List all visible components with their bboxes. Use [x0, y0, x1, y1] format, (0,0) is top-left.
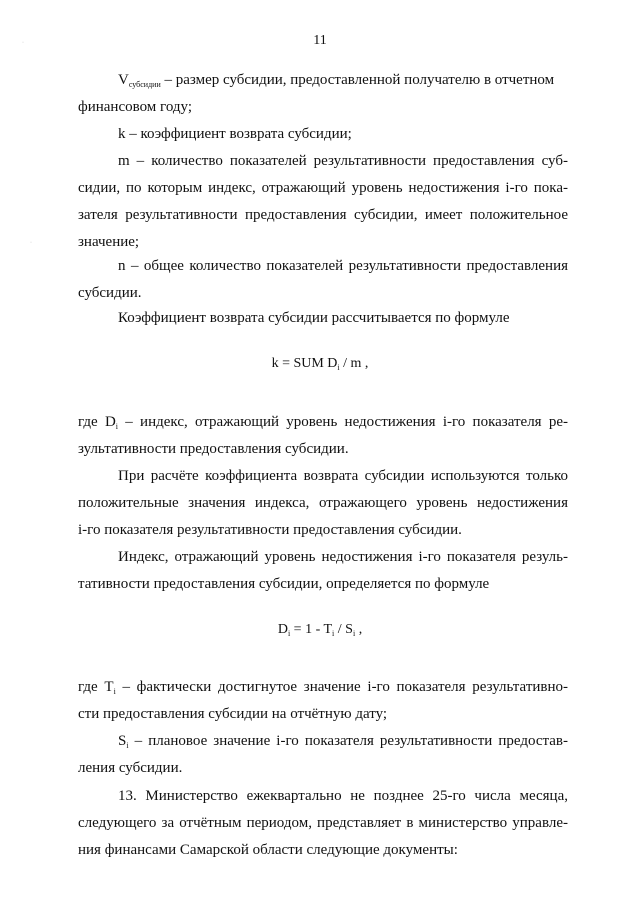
formula [0, 356, 640, 372]
text-run: / S [334, 622, 353, 637]
text-run: S [118, 733, 127, 749]
text-run: D [277, 622, 288, 637]
subscript: i [352, 629, 356, 638]
text-run: финансовом году; [78, 99, 193, 115]
text-line [78, 574, 568, 594]
text-run: При расчёте коэффициента возврата субсидии используются только [118, 468, 568, 484]
text-run: k = SUM D [271, 356, 338, 371]
text-line [78, 493, 568, 513]
text-line [78, 178, 568, 198]
text-line [118, 786, 568, 806]
text-line [78, 439, 568, 459]
subscript: i [332, 629, 335, 638]
text-run: сидии, по которым индекс, отражающий уровень недостижения i-го пока- [78, 180, 568, 196]
text-line [118, 308, 568, 328]
text-run: – плановое значение i-го показателя результативности предостав- [128, 733, 568, 749]
text-line [78, 520, 568, 540]
subscript: i [287, 629, 291, 638]
text-run: / m , [339, 356, 369, 371]
text-run: – размер субсидии, предоставленной получателю в отчетном [160, 72, 555, 88]
text-run: тативности предоставления субсидии, определяется по формуле [78, 576, 490, 592]
text-line [78, 813, 568, 833]
text-line [78, 840, 568, 860]
text-run: субсидии. [78, 285, 142, 301]
text-run: ния финансами Самарской области следующие документы: [78, 842, 458, 858]
text-run: m – количество показателей результативности предоставления суб- [118, 153, 568, 169]
text-run: положительные значения индекса, отражающего уровень недостижения [78, 495, 568, 511]
text-run: k – коэффициент возврата субсидии; [118, 126, 352, 142]
subscript: i [115, 422, 119, 431]
text-line [118, 70, 568, 95]
text-line [118, 256, 568, 276]
text-run: = 1 - T [290, 622, 333, 637]
text-run: зультативности предоставления субсидии. [78, 441, 349, 457]
text-line [78, 205, 568, 225]
text-run: где D [78, 414, 116, 430]
text-line [118, 124, 568, 144]
text-line [78, 704, 568, 724]
text-line [118, 466, 568, 486]
text-run: следующего за отчётным периодом, представляет в министерство управле- [78, 815, 568, 831]
subscript: i [113, 687, 116, 696]
text-line [78, 97, 568, 117]
formula [0, 622, 640, 638]
text-line [78, 677, 568, 702]
subscript: i [126, 741, 129, 750]
subscript: i [337, 363, 340, 372]
subscript: субсидии [128, 80, 161, 89]
text-run: ления субсидии. [78, 760, 183, 776]
text-run: 13. Министерство ежеквартально не позднее 25-го числа месяца, [118, 788, 568, 804]
page-number: 11 [313, 33, 327, 48]
text-line [78, 232, 568, 252]
text-run: – фактически достигнутое значение i-го показателя результативно- [115, 679, 569, 695]
text-run: сти предоставления субсидии на отчётную дату; [78, 706, 388, 722]
text-run: Коэффициент возврата субсидии рассчитывается по формуле [118, 310, 510, 326]
text-line [118, 731, 568, 756]
text-run: Индекс, отражающий уровень недостижения i-го показателя резуль- [118, 549, 568, 565]
document-page: 11 $V_{субсидии}$ – размер субсидии, предоставленной получателю в отчетном финансовом году; k – коэффициент возврата субсидии; m – количество показателей результативности предоставления суб- сидии, по которым индекс, отражающий уровень недостижения i-го пока- зателя результативности предоставления субсидии, имеет положительное значение; n – общее количество показателей результативности предоставления субсидии. Коэффициент возврата субсидии рассчитывается по формуле где $D_i$ – индекс, отражающий уровень недостижения i-го показателя ре- зультативности предоставления субсидии. При расчёте коэффициента возврата субсидии используются только положительные значения индекса, отражающего уровень недостижения i-го показателя результативности предоставления субсидии. Индекс, отражающий уровень недостижения i-го показателя резуль- тативности предоставления субсидии, определяется по формуле где $T_i$ – фактически достигнутое значение i-го показателя результативно- сти предоставления субсидии на отчётную дату; $S_i$ – плановое значение i-го показателя результативности предостав- ления субсидии. 13. Министерство ежеквартально не позднее 25-го числа месяца, следующего за отчётным периодом, представляет в министерство управле- ния финансами Самарской области следующие документы: k = SUM $D_i$ / m , $D_i = 1 - T_i / S_i$ , · · [0, 0, 640, 905]
text-run: V [118, 72, 129, 88]
text-run: , [355, 622, 363, 637]
text-run: n – общее количество показателей результативности предоставления [118, 258, 568, 274]
text-line [78, 412, 568, 437]
text-line [118, 547, 568, 567]
text-run: i-го показателя результативности предоставления субсидии. [78, 522, 462, 538]
text-run: зателя результативности предоставления субсидии, имеет положительное [78, 207, 568, 223]
text-line [78, 283, 568, 303]
text-line [78, 758, 568, 778]
text-run: значение; [78, 234, 140, 250]
text-run: – индекс, отражающий уровень недостижения i-го показателя ре- [118, 414, 568, 430]
text-line [118, 151, 568, 171]
text-run: где T [78, 679, 114, 695]
